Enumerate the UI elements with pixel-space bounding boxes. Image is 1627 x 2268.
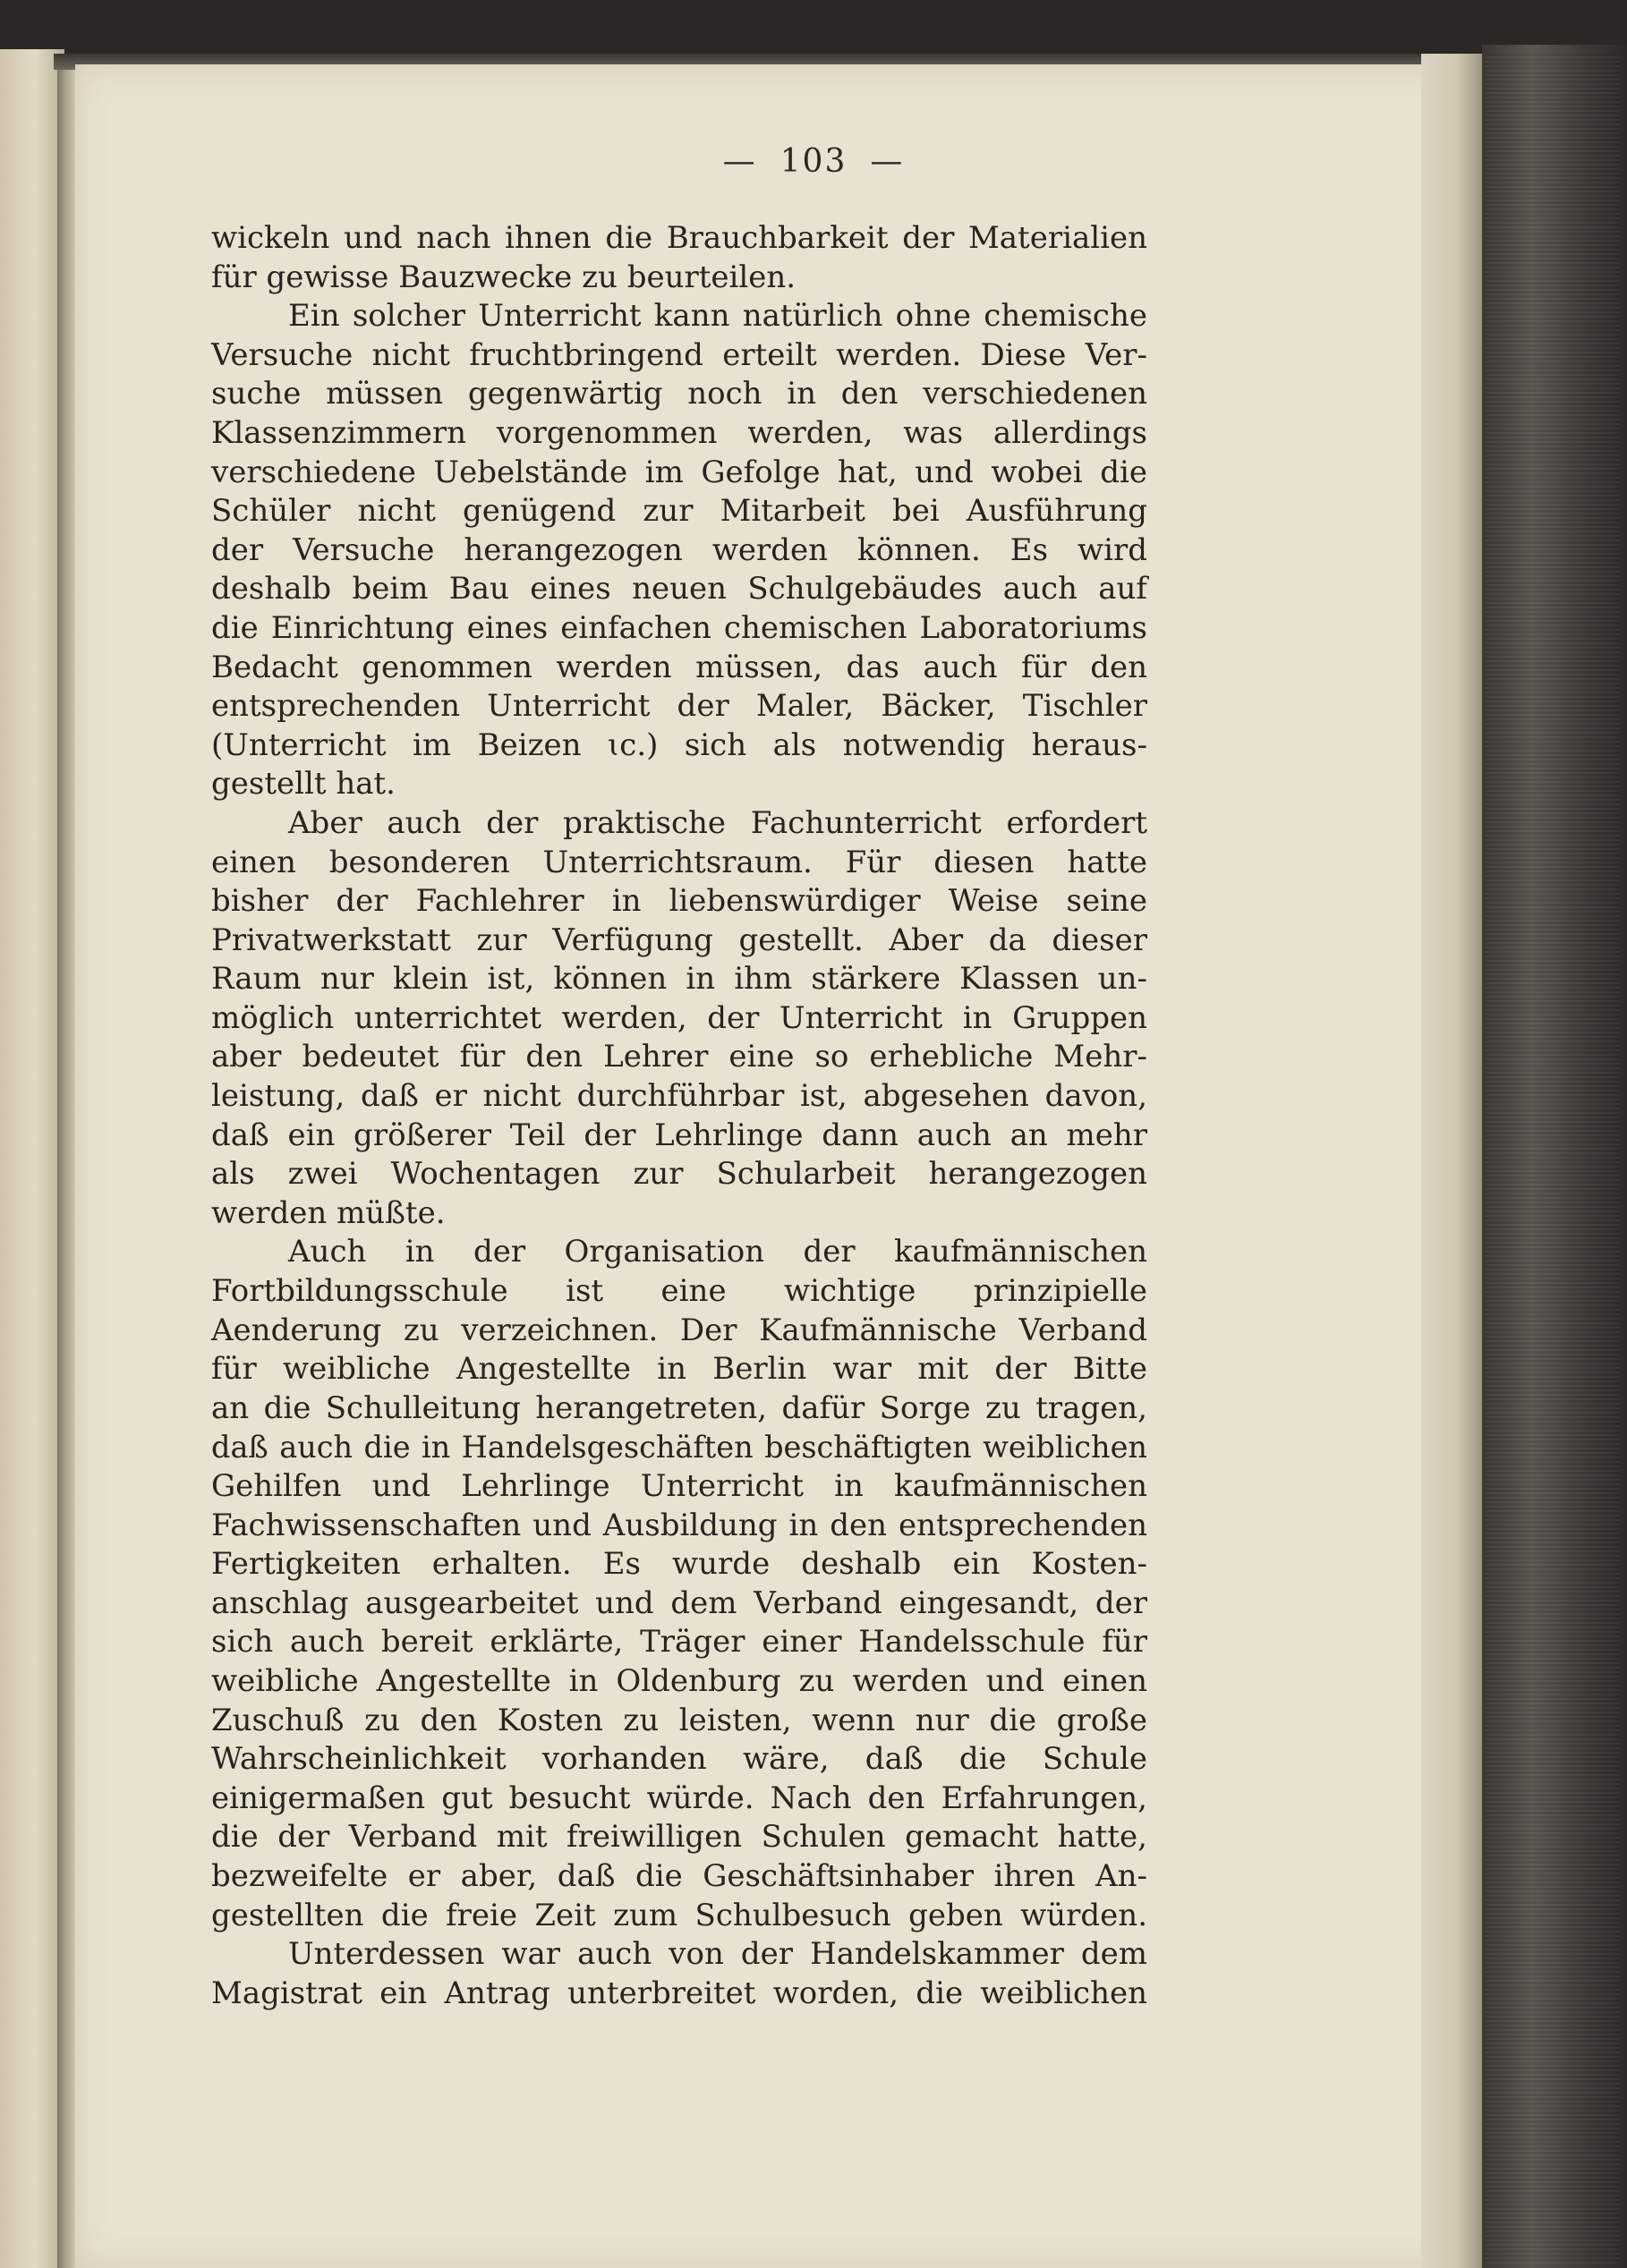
- text-line: Fortbildungsschule ist eine wichtige prinzipielle: [211, 1273, 1147, 1310]
- book-gutter: [57, 54, 77, 2268]
- page-fore-edge: [1421, 54, 1482, 2268]
- text-line: leistung, daß er nicht durchführbar ist, abgesehen davon,: [211, 1078, 1147, 1115]
- text-line: die Einrichtung eines einfachen chemischen Laboratoriums: [211, 609, 1147, 646]
- text-line: bezweifelte er aber, daß die Geschäftsinhaber ihren An-: [211, 1857, 1147, 1894]
- text-line: Zuschuß zu den Kosten zu leisten, wenn nur die große: [211, 1702, 1147, 1738]
- page-number: [0, 143, 1627, 180]
- text-line: Aber auch der praktische Fachunterricht erfordert: [288, 804, 1147, 841]
- text-line: Fachwissenschaften und Ausbildung in den entsprechenden: [211, 1507, 1147, 1543]
- body-text: [211, 219, 1147, 2013]
- text-line: einen besonderen Unterrichtsraum. Für diesen hatte: [211, 844, 1147, 880]
- text-line: die der Verband mit freiwilligen Schulen gemacht hatte,: [211, 1819, 1147, 1856]
- text-line: bisher der Fachlehrer in liebenswürdiger Weise seine: [211, 883, 1147, 920]
- text-line: (Unterricht im Beizen ɩc.) sich als notwendig heraus-: [211, 726, 1147, 763]
- text-line: gestellt hat.: [211, 766, 396, 803]
- page-number-value: 103: [779, 143, 848, 180]
- text-line: für weibliche Angestellte in Berlin war mit der Bitte: [211, 1351, 1147, 1388]
- text-line: verschiedene Uebelstände im Gefolge hat, und wobei die: [211, 454, 1147, 490]
- text-line: weibliche Angestellte in Oldenburg zu werden und einen: [211, 1662, 1147, 1699]
- page-number-dash-left: —: [722, 143, 757, 180]
- cover-texture: [1486, 54, 1620, 2264]
- text-line: gestellten die freie Zeit zum Schulbesuch geben würden.: [211, 1897, 1147, 1933]
- text-line: Raum nur klein ist, können in ihm stärkere Klassen un-: [211, 961, 1147, 998]
- text-line: Magistrat ein Antrag unterbreitet worden, die weiblichen: [211, 1975, 1147, 2011]
- text-line: wickeln und nach ihnen die Brauchbarkeit der Materialien: [211, 220, 1147, 256]
- text-line: Privatwerkstatt zur Verfügung gestellt. Aber da dieser: [211, 922, 1147, 958]
- text-line: Aenderung zu verzeichnen. Der Kaufmännische Verband: [211, 1312, 1147, 1348]
- text-line: daß auch die in Handelsgeschäften beschäftigten weiblichen: [211, 1430, 1147, 1465]
- text-line: Auch in der Organisation der kaufmännischen: [288, 1234, 1147, 1270]
- text-line: Fertigkeiten erhalten. Es wurde deshalb ein Kosten-: [211, 1546, 1147, 1583]
- text-line: Klassenzimmern vorgenommen werden, was allerdings: [211, 414, 1147, 451]
- text-line: anschlag ausgearbeitet und dem Verband eingesandt, der: [211, 1584, 1147, 1621]
- text-line: an die Schulleitung herangetreten, dafür Sorge zu tragen,: [211, 1389, 1147, 1426]
- text-line: werden müßte.: [211, 1194, 446, 1231]
- text-line: der Versuche herangezogen werden können. Es wird: [211, 531, 1147, 568]
- text-line: Schüler nicht genügend zur Mitarbeit bei Ausführung: [211, 493, 1147, 530]
- text-line: Gehilfen und Lehrlinge Unterricht in kaufmännischen: [211, 1468, 1147, 1504]
- text-line: Versuche nicht fruchtbringend erteilt werden. Diese Ver-: [211, 336, 1147, 373]
- text-line: daß ein größerer Teil der Lehrlinge dann auch an mehr: [211, 1117, 1147, 1153]
- text-line: entsprechenden Unterricht der Maler, Bäcker, Tischler: [211, 688, 1147, 725]
- text-line: deshalb beim Bau eines neuen Schulgebäudes auch auf: [211, 571, 1147, 607]
- text-line: suche müssen gegenwärtig noch in den verschiedenen: [211, 376, 1147, 412]
- text-line: sich auch bereit erklärte, Träger einer Handelsschule für: [211, 1624, 1147, 1661]
- text-line: Wahrscheinlichkeit vorhanden wäre, daß die Schule: [211, 1741, 1147, 1778]
- facing-page-edge: [0, 49, 64, 2268]
- text-line: Bedacht genommen werden müssen, das auch für den: [211, 649, 1147, 685]
- text-line: Unterdessen war auch von der Handelskammer dem: [288, 1936, 1147, 1973]
- page-number-dash-right: —: [870, 143, 905, 180]
- text-line: einigermaßen gut besucht würde. Nach den Erfahrungen,: [211, 1780, 1147, 1816]
- text-line: für gewisse Bauzwecke zu beurteilen.: [211, 259, 796, 295]
- text-line: Ein solcher Unterricht kann natürlich ohne chemische: [288, 298, 1147, 335]
- text-line: als zwei Wochentagen zur Schularbeit herangezogen: [211, 1156, 1147, 1193]
- text-line: aber bedeutet für den Lehrer eine so erhebliche Mehr-: [211, 1039, 1147, 1075]
- text-line: möglich unterrichtet werden, der Unterricht in Gruppen: [211, 999, 1147, 1036]
